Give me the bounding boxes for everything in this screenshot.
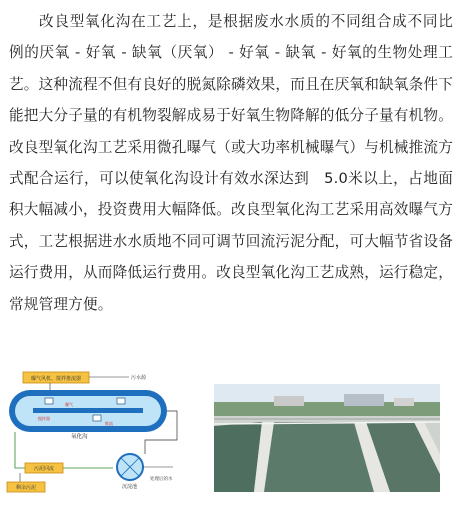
process-diagram	[5, 370, 195, 498]
main-text-block	[9, 6, 453, 320]
red-label-a: 搅拌器	[38, 416, 50, 421]
outflow-label: 处理后的水	[150, 477, 173, 482]
ditch-label: 氧化沟	[71, 434, 88, 440]
ditch-divider	[33, 408, 143, 413]
sludge-pump-label: 污泥回流	[33, 466, 55, 472]
waste-sludge-label: 剩余污泥	[15, 485, 37, 491]
water-channel-left	[214, 422, 262, 492]
body-paragraph: 改良型氧化沟在工艺上，是根据废水水质的不同组合成不同比例的厌氧 - 好氧 - 缺氧（厌氧） - 好氧 - 缺氧 - 好氧的生物处理工艺。这种流程不但有良好的脱氮除磷效果，而且在厌氧和缺氧条件下能把大分子量的有机物裂解成易于好氧生物降解的低分子量有机物。改良型氧化沟工艺采用微孔曝气（或大功率机械曝气）与机械推流方式配合运行，可以使氧化沟设计有效水深达到 5.0米以上，占地面积大幅减小，投资费用大幅降低。改良型氧化沟工艺采用高效曝气方式，工艺根据进水水质地不同可调节回流污泥分配，可大幅节省设备运行费用，从而降低运行费用。改良型氧化沟工艺成熟，运行稳定，常规管理方便。	[9, 13, 453, 313]
inflow-label: 污水源	[131, 375, 147, 381]
return-pipe-up	[15, 432, 25, 468]
equipment-box-label: 曝气风机、搅拌推流器	[30, 376, 82, 382]
clarifier-label: 沉淀池	[122, 484, 138, 490]
plant-photo	[214, 384, 440, 492]
red-label-c: 推流	[105, 421, 113, 426]
red-label-b: 曝气	[65, 402, 73, 407]
